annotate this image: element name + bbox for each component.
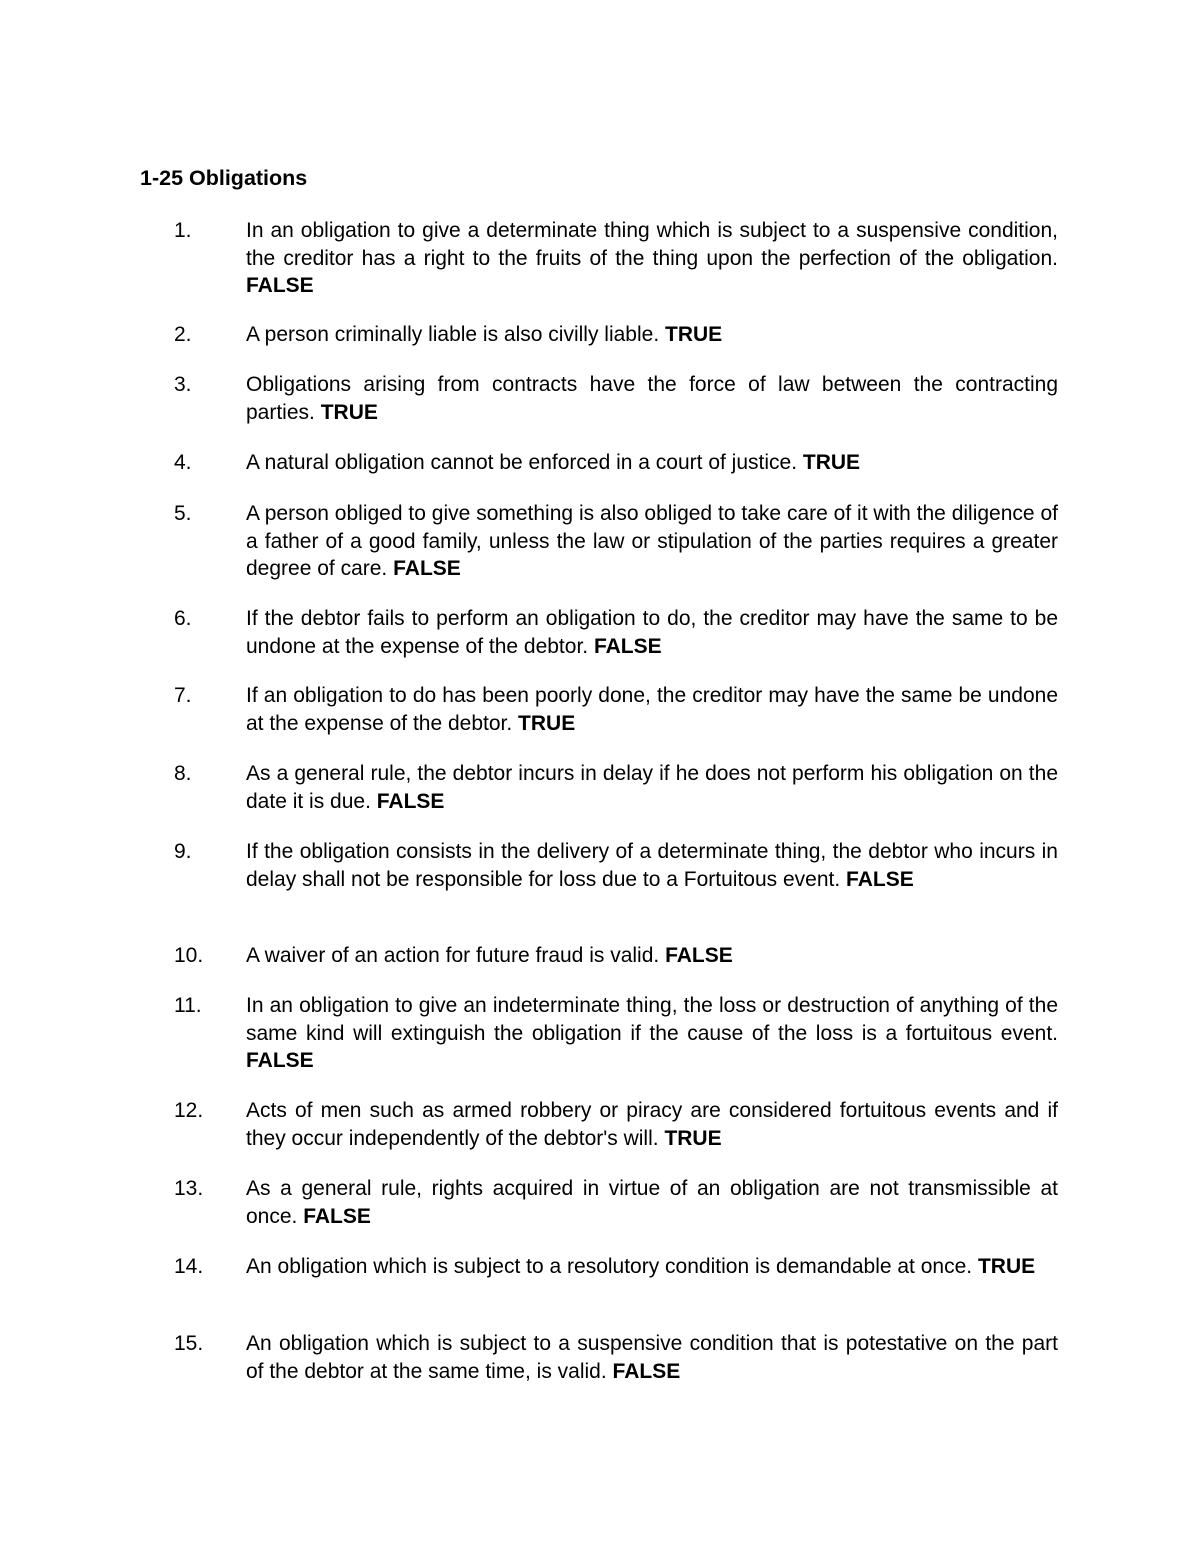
item-answer: FALSE	[593, 634, 662, 658]
page-title: 1-25 Obligations	[140, 166, 308, 190]
item-answer: TRUE	[802, 451, 861, 474]
item-text: An obligation which is subject to a suspensive condition that is potestative on the part of the debtor at the same time, is valid.	[246, 1332, 1058, 1383]
list-item-2	[174, 321, 1058, 349]
item-answer: FALSE	[612, 1359, 681, 1383]
item-number: 13.	[174, 1177, 204, 1200]
item-number: 9.	[174, 840, 192, 863]
item-number: 3.	[174, 373, 192, 396]
item-answer: FALSE	[393, 557, 461, 580]
item-text: In an obligation to give a determinate thing which is subject to a suspensive condition, the creditor has a right to the fruits of the thing upon the perfection of the obligation.	[246, 219, 1058, 270]
item-text: If an obligation to do has been poorly done, the creditor may have the same be undone at the expense of the debtor.	[246, 684, 1058, 735]
item-number: 12.	[174, 1099, 204, 1122]
item-number: 10.	[174, 944, 204, 967]
item-text: A person criminally liable is also civilly liable.	[246, 323, 660, 346]
list-item-15	[174, 1330, 1058, 1385]
item-answer: TRUE	[665, 323, 723, 346]
item-answer: FALSE	[246, 1049, 314, 1072]
item-number: 14.	[174, 1255, 204, 1278]
item-answer: FALSE	[376, 789, 445, 813]
item-number: 4.	[174, 451, 192, 474]
list-item-11	[174, 992, 1058, 1075]
item-answer: TRUE	[518, 711, 576, 735]
item-text: A natural obligation cannot be enforced in a court of justice.	[246, 451, 798, 474]
item-number: 5.	[174, 502, 192, 525]
item-number: 1.	[174, 219, 192, 242]
item-number: 7.	[174, 684, 192, 707]
item-number: 8.	[174, 762, 192, 785]
list-item-10	[174, 942, 1058, 970]
list-item-12	[174, 1097, 1058, 1152]
item-text: An obligation which is subject to a resolutory condition is demandable at once.	[246, 1255, 973, 1278]
list-item-4	[174, 449, 1058, 477]
item-answer: FALSE	[303, 1204, 371, 1228]
item-answer: TRUE	[320, 400, 378, 424]
item-answer: FALSE	[665, 944, 733, 967]
item-text: If the debtor fails to perform an obligation to do, the creditor may have the same to be undone at the expense of the debtor.	[246, 607, 1058, 658]
list-item-13	[174, 1175, 1058, 1230]
item-text: As a general rule, the debtor incurs in delay if he does not perform his obligation on the date it is due.	[246, 762, 1058, 813]
item-answer: TRUE	[977, 1255, 1036, 1278]
list-item-3	[174, 371, 1058, 426]
item-answer: FALSE	[246, 274, 314, 297]
item-answer: FALSE	[846, 867, 914, 891]
item-text: As a general rule, rights acquired in virtue of an obligation are not transmissible at once.	[246, 1177, 1058, 1228]
item-number: 2.	[174, 323, 192, 346]
item-text: Obligations arising from contracts have the force of law between the contracting parties.	[246, 373, 1058, 424]
list-item-14	[174, 1253, 1058, 1281]
item-text: Acts of men such as armed robbery or piracy are considered fortuitous events and if they occur independently of the debtor's will.	[246, 1099, 1058, 1150]
list-item-9	[174, 838, 1058, 893]
item-number: 11.	[174, 994, 202, 1017]
list-item-7	[174, 682, 1058, 737]
item-text: A person obliged to give something is also obliged to take care of it with the diligence of a father of a good family, unless the law or stipulation of the parties requires a greater degree of care.	[246, 502, 1058, 580]
item-text: In an obligation to give an indeterminate thing, the loss or destruction of anything of the same kind will extinguish the obligation if the cause of the loss is a fortuitous event.	[246, 994, 1058, 1045]
item-text: If the obligation consists in the delivery of a determinate thing, the debtor who incurs in delay shall not be responsible for loss due to a Fortuitous event.	[246, 840, 1058, 891]
list-item-5	[174, 500, 1058, 583]
item-number: 15.	[174, 1332, 204, 1355]
item-answer: TRUE	[664, 1126, 722, 1150]
list-item-6	[174, 605, 1058, 660]
item-number: 6.	[174, 607, 192, 630]
list-item-8	[174, 760, 1058, 815]
list-item-1	[174, 217, 1058, 300]
item-text: A waiver of an action for future fraud is valid.	[246, 944, 660, 967]
